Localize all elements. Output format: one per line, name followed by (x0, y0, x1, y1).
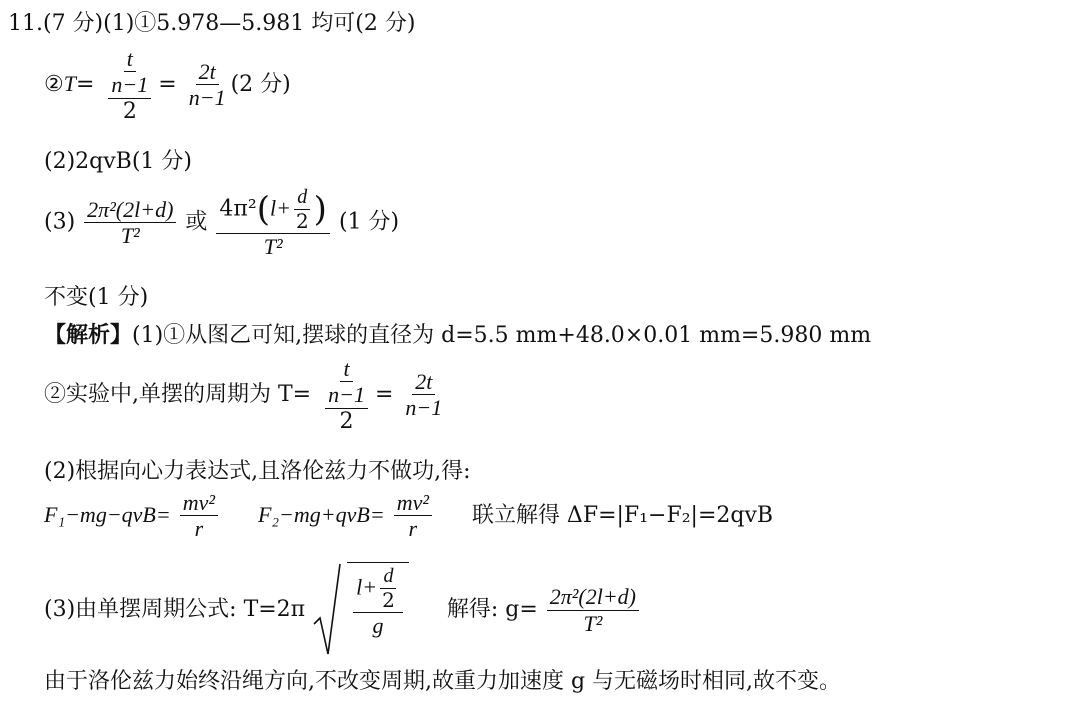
score-2: (2 分) (230, 71, 291, 97)
sqrt-expression: l+ $\frac{d}{2}$ g (312, 562, 409, 658)
equals: = (75, 71, 95, 97)
period-formula: (3)由单摆周期公式: T=2π l+ $\frac{d}{2}$ g 解得: g= $\frac{\text{2π²(2l+d)}}{\text{T²}}$ (44, 562, 641, 658)
T-symbol: T (63, 70, 76, 96)
answer-3 (44, 186, 399, 259)
analysis-final-line: 由于洛伦兹力始终沿绳方向,不改变周期,故重力加速度 g 与无磁场时相同,故不变。 (44, 669, 842, 694)
period-fraction-simple (186, 59, 229, 111)
numerator-t: t (124, 46, 136, 72)
denominator-nested (103, 72, 156, 124)
analysis-tag: 【解析】 (44, 322, 133, 348)
analysis-line-2: ②实验中,单摆的周期为 T= $\frac{t}{\frac{n-1}{2}}$ = $\frac{2t}{n-1}$ (44, 356, 443, 434)
unchanged-answer: 不变(1 分) (44, 285, 149, 310)
answer-3-label: (3) (44, 209, 76, 235)
period-fraction-nested (103, 46, 156, 124)
delta-F-result: 联立解得 ΔF=|F₁−F₂|=2qvB (471, 502, 774, 528)
or-word: 或 (185, 209, 208, 235)
two: 2 (122, 98, 137, 124)
score-3: (1 分) (338, 209, 400, 235)
numerator-2t: 2t (196, 59, 219, 85)
g-expression-2: 4π²(l+ $\frac{d}{2}$ ) T² (216, 186, 330, 259)
equals-2: = (158, 71, 177, 97)
radical-sign (312, 562, 342, 658)
n-minus-1: n−1 (108, 72, 151, 98)
analysis-line-3: (2)根据向心力表达式,且洛伦兹力不做功,得: (44, 459, 471, 484)
force-equations: F₁−mg−qvB= $\frac{\text{mv²}}{r}$ F₂−mg+qvB= $\frac{\text{mv²}}{r}$ 联立解得 ΔF=|F₁−F₂|=2qvB (44, 490, 774, 542)
analysis-line-1: 【解析】(1)①从图乙可知,摆球的直径为 d=5.5 mm+48.0×0.01 mm=5.980 mm (44, 322, 872, 348)
period-answer (44, 46, 291, 124)
denominator-n-minus-1: n−1 (188, 85, 226, 111)
circled-2: ② (44, 71, 64, 97)
g-expression-1: $\frac{\text{2π²(2l+d)}}{\text{T²}}$ (84, 197, 176, 249)
question-11-header: 11.(7 分)(1)①5.978—5.981 均可(2 分) (8, 11, 416, 36)
answer-2: (2)2qvB(1 分) (44, 149, 192, 174)
